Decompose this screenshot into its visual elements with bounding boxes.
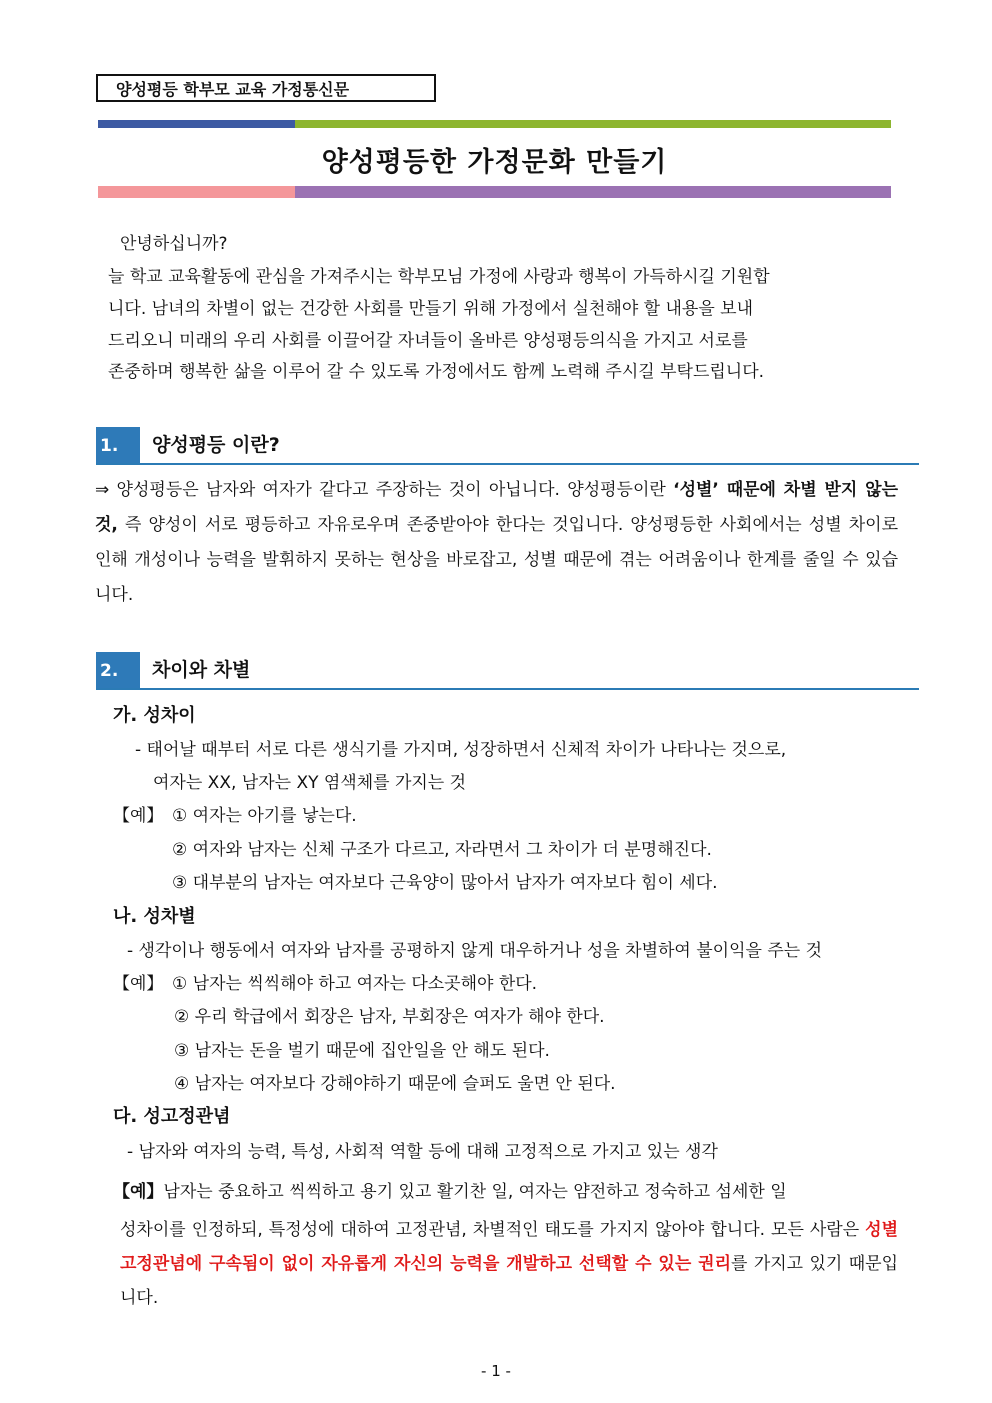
section-1-paragraph (95, 473, 898, 613)
top-bar-green (295, 120, 891, 128)
conclusion-text-start: 성차이를 인정하되, 특정성에 대하여 고정관념, 차별적인 태도를 가지지 않아야 합니다. 모든 사람은 (120, 1220, 866, 1240)
example-item: ② 여자와 남자는 신체 구조가 다르고, 자라면서 그 차이가 더 분명해진다. (172, 840, 712, 860)
page-title: 양성평등한 가정문화 만들기 (321, 147, 668, 178)
subsection-a-desc-cont: 여자는 XX, 남자는 XY 염색체를 가지는 것 (153, 773, 467, 793)
greeting: 안녕하십니까? (120, 234, 228, 254)
page-number: - 1 - (481, 1362, 511, 1380)
conclusion-text-end: 를 가지고 있기 때문입니다. (120, 1254, 898, 1308)
subsection-a-title: 가. 성차이 (113, 705, 196, 726)
intro-line: 존중하며 행복한 삶을 이루어 갈 수 있도록 가정에서도 함께 노력해 주시길 부탁드립니다. (108, 362, 765, 382)
subsection-c-title: 다. 성고정관념 (113, 1106, 231, 1127)
example-label: 【예】 (113, 974, 164, 994)
example-row (113, 1180, 787, 1204)
subsection-b-desc: - 생각이나 행동에서 여자와 남자를 공평하지 않게 대우하거나 성을 차별하여 불이익을 주는 것 (127, 941, 823, 961)
bottom-bar-pink (98, 186, 295, 198)
section-2-number: 2. (96, 652, 140, 688)
intro-line: 늘 학교 교육활동에 관심을 가져주시는 학부모님 가정에 사랑과 행복이 가득하시길 기원합 (108, 267, 770, 287)
section-1-text-bold: ‘성별’ 때문에 차별 받지 않는 것, (95, 480, 898, 535)
bottom-bar-purple (295, 186, 891, 198)
section-1-number: 1. (96, 427, 140, 463)
intro-line: 드리오니 미래의 우리 사회를 이끌어갈 자녀들이 올바른 양성평등의식을 가지고 서로를 (108, 331, 748, 351)
section-2-title: 차이와 차별 (152, 659, 251, 681)
section-2-header (96, 652, 919, 690)
top-bar-blue (98, 120, 295, 128)
example-item: ③ 남자는 돈을 벌기 때문에 집안일을 안 해도 된다. (174, 1041, 550, 1061)
conclusion-highlight: 성별 고정관념에 구속됨이 없이 자유롭게 자신의 능력을 개발하고 선택할 수 있는 권리 (120, 1220, 898, 1274)
section-1-text-end: 즉 양성이 서로 평등하고 자유로우며 존중받아야 한다는 것입니다. 양성평등한 사회에서는 성별 차이로 인해 개성이나 능력을 발휘하지 못하는 현상을 바로잡고, 성별 때문에 겪는 어려움이나 한계를 줄일 수 있습니다. (95, 515, 898, 605)
section-1-header (96, 427, 919, 465)
example-item: ③ 대부분의 남자는 여자보다 근육양이 많아서 남자가 여자보다 힘이 세다. (172, 873, 718, 893)
newsletter-label: 양성평등 학부모 교육 가정통신문 (96, 74, 436, 102)
subsection-a-desc: - 태어날 때부터 서로 다른 생식기를 가지며, 성장하면서 신체적 차이가 나타나는 것으로, (135, 740, 787, 760)
example-item: ① 남자는 씩씩해야 하고 여자는 다소곳해야 한다. (172, 974, 538, 994)
example-label: 【예】 (113, 1182, 164, 1202)
example-item: ① 여자는 아기를 낳는다. (172, 806, 357, 826)
example-item: 남자는 중요하고 씩씩하고 용기 있고 활기찬 일, 여자는 얌전하고 정숙하고 섬세한 일 (163, 1182, 787, 1202)
subsection-b-title: 나. 성차별 (113, 906, 196, 927)
subsection-c-desc: - 남자와 여자의 능력, 특성, 사회적 역할 등에 대해 고정적으로 가지고 있는 생각 (127, 1142, 718, 1162)
example-item: ④ 남자는 여자보다 강해야하기 때문에 슬퍼도 울면 안 된다. (174, 1074, 616, 1094)
section-1-title: 양성평등 이란? (152, 434, 280, 456)
example-item: ② 우리 학급에서 회장은 남자, 부회장은 여자가 해야 한다. (174, 1007, 605, 1027)
conclusion-paragraph (120, 1213, 898, 1315)
intro-line: 니다. 남녀의 차별이 없는 건강한 사회를 만들기 위해 가정에서 실천해야 할 내용을 보내 (108, 299, 754, 319)
section-1-text-start: ⇒ 양성평등은 남자와 여자가 같다고 주장하는 것이 아닙니다. 양성평등이란 (95, 480, 674, 500)
example-label: 【예】 (113, 806, 164, 826)
